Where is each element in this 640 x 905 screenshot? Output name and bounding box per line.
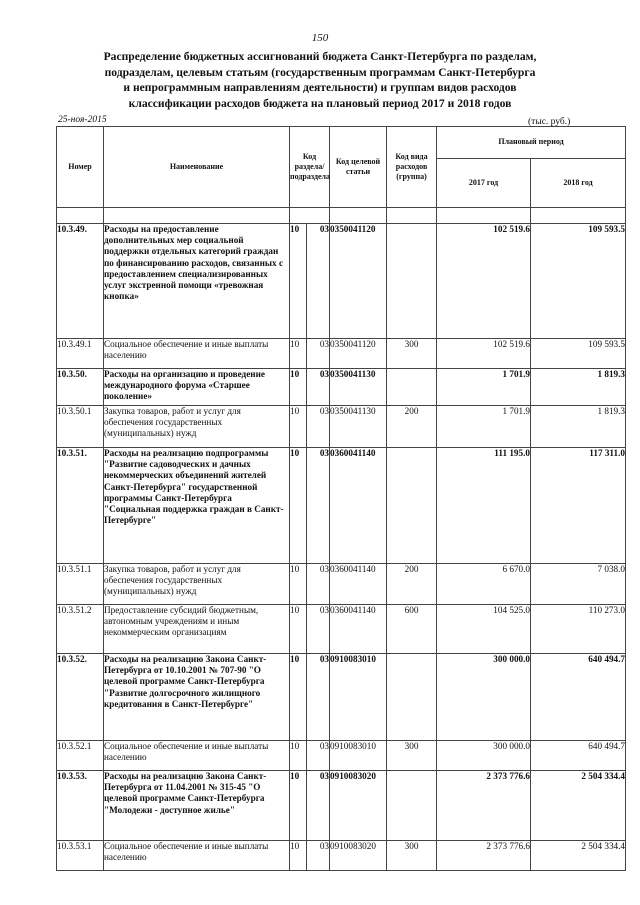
row-expense-type: 600 [387, 605, 437, 654]
row-amount-2018: 2 504 334.4 [531, 771, 626, 841]
row-section-code: 10 [290, 369, 307, 406]
row-subsection-code: 03 [307, 564, 330, 605]
row-amount-2017: 1 701.9 [437, 369, 531, 406]
table-row [57, 841, 626, 871]
header-year-2018: 2018 год [531, 159, 626, 208]
table-row [57, 654, 626, 741]
budget-table [56, 126, 626, 871]
row-section-code: 10 [290, 771, 307, 841]
row-name: Расходы на реализацию Закона Санкт-Петербурга от 10.10.2001 № 707-90 "О целевой программе Санкт-Петербурга "Развитие долгосрочного жилищного кредитования в Санкт-Петербурге" [104, 654, 290, 741]
row-name: Расходы на предоставление дополнительных мер социальной поддержки отдельных категорий граждан по финансированию расходов, связанных с предоставлением специализированных услуг экстренной помощи «тревожная кнопка» [104, 224, 290, 339]
row-name: Закупка товаров, работ и услуг для обеспечения государственных (муниципальных) нужд [104, 564, 290, 605]
table-row [57, 605, 626, 654]
row-amount-2017: 102 519.6 [437, 339, 531, 369]
row-article-code: 0360041140 [330, 605, 387, 654]
row-amount-2017: 1 701.9 [437, 406, 531, 448]
row-article-code: 0910083020 [330, 841, 387, 871]
row-article-code: 0360041140 [330, 564, 387, 605]
row-section-code: 10 [290, 339, 307, 369]
header-number: Номер [57, 127, 104, 208]
row-number: 10.3.52. [57, 654, 104, 741]
row-amount-2018: 1 819.3 [531, 406, 626, 448]
row-amount-2018: 7 038.0 [531, 564, 626, 605]
row-article-code: 0350041130 [330, 406, 387, 448]
document-date: 25-ноя-2015 [58, 115, 107, 125]
row-subsection-code: 03 [307, 741, 330, 771]
row-amount-2017: 2 373 776.6 [437, 841, 531, 871]
row-section-code: 10 [290, 448, 307, 564]
row-amount-2017: 6 670.0 [437, 564, 531, 605]
row-subsection-code: 03 [307, 369, 330, 406]
row-name: Расходы на реализацию Закона Санкт-Петербурга от 11.04.2001 № 315-45 "О целевой программе Санкт-Петербурга "Молодежи - доступное жилье" [104, 771, 290, 841]
row-amount-2017: 2 373 776.6 [437, 771, 531, 841]
row-number: 10.3.51.2 [57, 605, 104, 654]
row-subsection-code: 03 [307, 841, 330, 871]
row-expense-type [387, 654, 437, 741]
row-article-code: 0350041120 [330, 339, 387, 369]
header-planned-period: Плановый период [437, 127, 626, 159]
row-amount-2017: 300 000.0 [437, 741, 531, 771]
row-expense-type: 300 [387, 841, 437, 871]
row-subsection-code: 03 [307, 339, 330, 369]
table-row [57, 448, 626, 564]
row-subsection-code: 03 [307, 771, 330, 841]
row-subsection-code: 03 [307, 406, 330, 448]
title-line: и непрограммным направлениям деятельности) и группам видов расходов [123, 81, 517, 95]
row-article-code: 0910083010 [330, 741, 387, 771]
row-amount-2018: 117 311.0 [531, 448, 626, 564]
table-row [57, 741, 626, 771]
row-amount-2018: 640 494.7 [531, 654, 626, 741]
row-expense-type: 200 [387, 564, 437, 605]
row-amount-2018: 109 593.5 [531, 224, 626, 339]
row-section-code: 10 [290, 406, 307, 448]
row-expense-type: 300 [387, 741, 437, 771]
row-amount-2018: 1 819.3 [531, 369, 626, 406]
row-number: 10.3.51.1 [57, 564, 104, 605]
row-number: 10.3.52.1 [57, 741, 104, 771]
row-name: Социальное обеспечение и иные выплаты населению [104, 741, 290, 771]
row-article-code: 0910083020 [330, 771, 387, 841]
row-amount-2018: 2 504 334.4 [531, 841, 626, 871]
row-subsection-code: 03 [307, 448, 330, 564]
row-article-code: 0910083010 [330, 654, 387, 741]
document-title [60, 49, 580, 111]
header-article-code: Код целевой статьи [330, 127, 387, 208]
row-subsection-code: 03 [307, 605, 330, 654]
row-number: 10.3.50. [57, 369, 104, 406]
row-number: 10.3.49. [57, 224, 104, 339]
row-name: Социальное обеспечение и иные выплаты населению [104, 841, 290, 871]
title-line: Распределение бюджетных ассигнований бюджета Санкт-Петербурга по разделам, [103, 50, 537, 63]
row-number: 10.3.49.1 [57, 339, 104, 369]
row-amount-2018: 110 273.0 [531, 605, 626, 654]
row-amount-2017: 111 195.0 [437, 448, 531, 564]
row-name: Расходы на организацию и проведение международного форума «Старшее поколение» [104, 369, 290, 406]
table-row [57, 564, 626, 605]
units-label: (тыс. руб.) [528, 117, 571, 127]
row-section-code: 10 [290, 224, 307, 339]
row-name: Социальное обеспечение и иные выплаты населению [104, 339, 290, 369]
row-section-code: 10 [290, 654, 307, 741]
row-section-code: 10 [290, 605, 307, 654]
row-number: 10.3.53. [57, 771, 104, 841]
row-section-code: 10 [290, 741, 307, 771]
table-row [57, 224, 626, 339]
page-number: 150 [311, 32, 329, 44]
row-expense-type [387, 448, 437, 564]
table-row [57, 406, 626, 448]
row-amount-2017: 104 525.0 [437, 605, 531, 654]
row-name: Закупка товаров, работ и услуг для обеспечения государственных (муниципальных) нужд [104, 406, 290, 448]
row-subsection-code: 03 [307, 654, 330, 741]
row-article-code: 0350041130 [330, 369, 387, 406]
row-expense-type [387, 369, 437, 406]
row-name: Предоставление субсидий бюджетным, автономным учреждениям и иным некоммерческим организациям [104, 605, 290, 654]
row-number: 10.3.53.1 [57, 841, 104, 871]
header-expense-type-code: Код вида расходов (группа) [387, 127, 437, 208]
row-section-code: 10 [290, 841, 307, 871]
title-line: подразделам, целевым статьям (государственным программам Санкт-Петербурга [104, 65, 536, 79]
row-amount-2018: 109 593.5 [531, 339, 626, 369]
table-row [57, 339, 626, 369]
header-section-code: Код раздела/ подраздела [290, 127, 330, 208]
row-amount-2017: 300 000.0 [437, 654, 531, 741]
row-expense-type [387, 771, 437, 841]
row-subsection-code: 03 [307, 224, 330, 339]
row-amount-2018: 640 494.7 [531, 741, 626, 771]
row-name: Расходы на реализацию подпрограммы "Развитие садоводческих и дачных некоммерческих объединений жителей Санкт-Петербурга" государственной программы Санкт-Петербурга "Социальная поддержка граждан в Санкт-Петербурге" [104, 448, 290, 564]
row-expense-type: 200 [387, 406, 437, 448]
row-expense-type [387, 224, 437, 339]
title-line: классификации расходов бюджета на плановый период 2017 и 2018 годов [128, 96, 512, 110]
header-year-2017: 2017 год [437, 159, 531, 208]
header-name: Наименование [104, 127, 290, 208]
row-amount-2017: 102 519.6 [437, 224, 531, 339]
row-expense-type: 300 [387, 339, 437, 369]
row-number: 10.3.51. [57, 448, 104, 564]
row-section-code: 10 [290, 564, 307, 605]
row-article-code: 0350041120 [330, 224, 387, 339]
row-article-code: 0360041140 [330, 448, 387, 564]
row-number: 10.3.50.1 [57, 406, 104, 448]
table-row [57, 771, 626, 841]
table-row [57, 369, 626, 406]
